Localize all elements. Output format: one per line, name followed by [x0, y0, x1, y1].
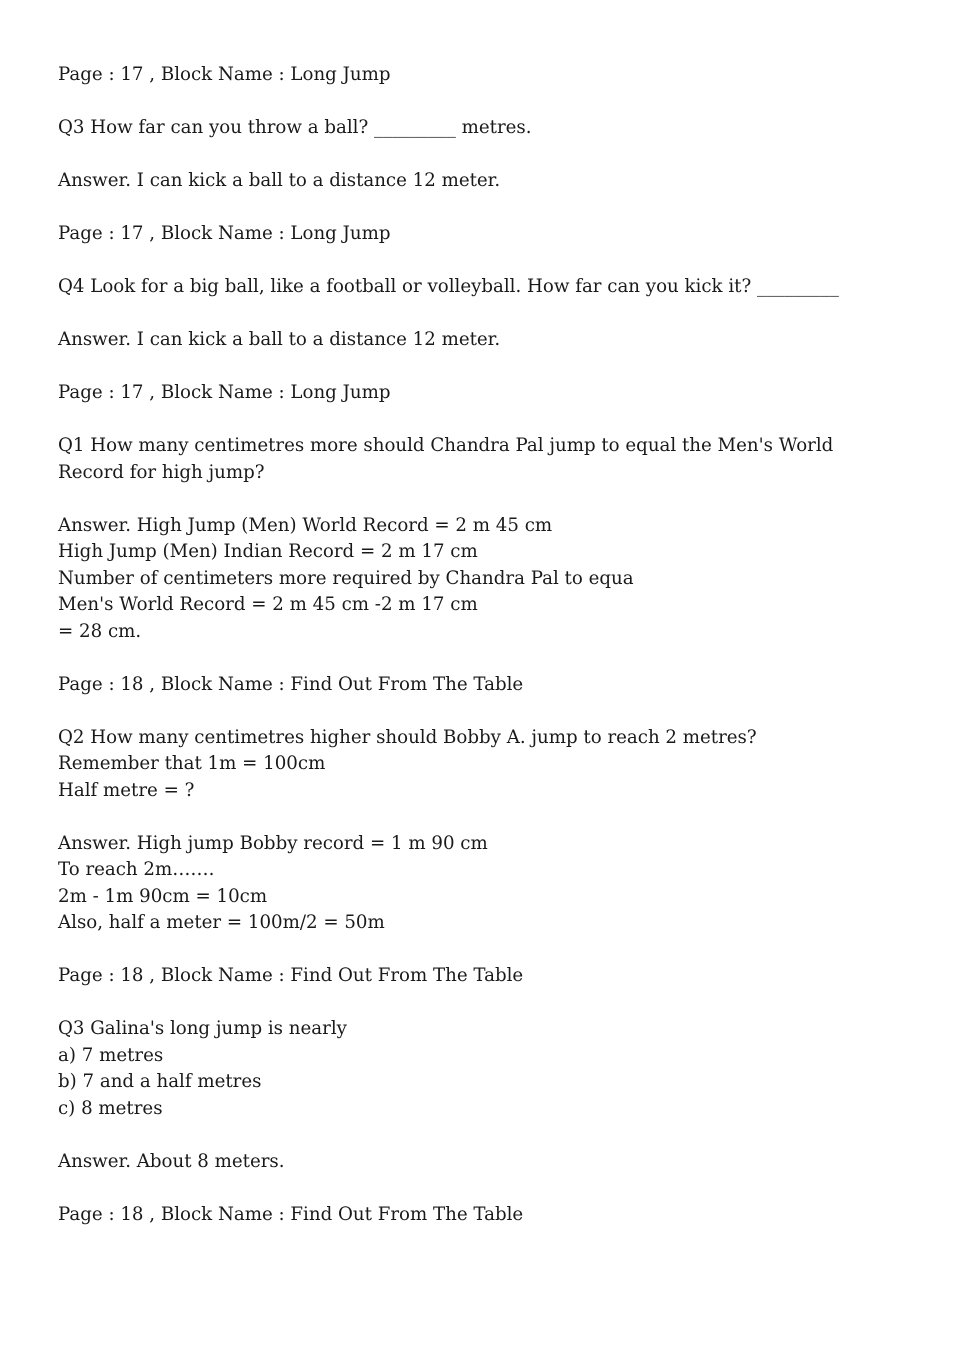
question: [58, 725, 898, 805]
text-line: Half metre = ?: [58, 779, 195, 801]
document-page: [58, 62, 898, 1255]
answer: [58, 831, 898, 937]
text-line: a) 7 metres: [58, 1044, 164, 1066]
text-line: Answer. About 8 meters.: [58, 1150, 285, 1172]
question: [58, 274, 898, 301]
text-line: Answer. I can kick a ball to a distance 12 meter.: [58, 170, 501, 191]
page-block-label: [58, 62, 898, 89]
page-block-label: [58, 672, 898, 699]
text-line: Also, half a meter = 100m/2 = 50m: [58, 912, 385, 933]
text-line: Q4 Look for a big ball, like a football or volleyball. How far can you kick it? _________: [58, 276, 839, 297]
text-line: Q3 How far can you throw a ball? _________ metres.: [58, 117, 532, 138]
page-block-label: [58, 380, 898, 407]
text-line: Q2 How many centimetres higher should Bobby A. jump to reach 2 metres?: [58, 726, 757, 748]
question: [58, 433, 898, 486]
answer: [58, 1149, 898, 1176]
text-line: Remember that 1m = 100cm: [58, 753, 326, 774]
page-block-label: [58, 1202, 898, 1229]
text-line: Q3 Galina's long jump is nearly: [58, 1018, 347, 1039]
text-line: 2m - 1m 90cm = 10cm: [58, 885, 268, 907]
page-block-label: [58, 221, 898, 248]
text-line: Page : 18 , Block Name : Find Out From The Table: [58, 965, 524, 986]
text-line: Q1 How many centimetres more should Chandra Pal jump to equal the Men's World Record for high jump?: [58, 435, 840, 483]
question: [58, 115, 898, 142]
text-line: Page : 17 , Block Name : Long Jump: [58, 223, 391, 244]
text-line: Answer. High Jump (Men) World Record = 2 m 45 cm: [58, 514, 553, 536]
text-line: Page : 17 , Block Name : Long Jump: [58, 382, 391, 403]
answer: [58, 168, 898, 195]
text-line: High Jump (Men) Indian Record = 2 m 17 cm: [58, 541, 478, 562]
question: [58, 1016, 898, 1122]
answer: [58, 513, 898, 646]
text-line: c) 8 metres: [58, 1097, 163, 1119]
text-line: = 28 cm.: [58, 620, 142, 642]
page-block-label: [58, 963, 898, 990]
text-line: Answer. I can kick a ball to a distance 12 meter.: [58, 329, 501, 350]
text-line: Answer. High jump Bobby record = 1 m 90 cm: [58, 832, 488, 854]
text-line: Page : 17 , Block Name : Long Jump: [58, 64, 391, 85]
text-line: Men's World Record = 2 m 45 cm -2 m 17 cm: [58, 594, 478, 615]
text-line: b) 7 and a half metres: [58, 1071, 262, 1092]
text-line: Number of centimeters more required by Chandra Pal to equa: [58, 567, 634, 589]
answer: [58, 327, 898, 354]
text-line: Page : 18 , Block Name : Find Out From The Table: [58, 1203, 524, 1225]
text-line: Page : 18 , Block Name : Find Out From The Table: [58, 673, 524, 695]
text-line: To reach 2m…….: [58, 859, 215, 880]
